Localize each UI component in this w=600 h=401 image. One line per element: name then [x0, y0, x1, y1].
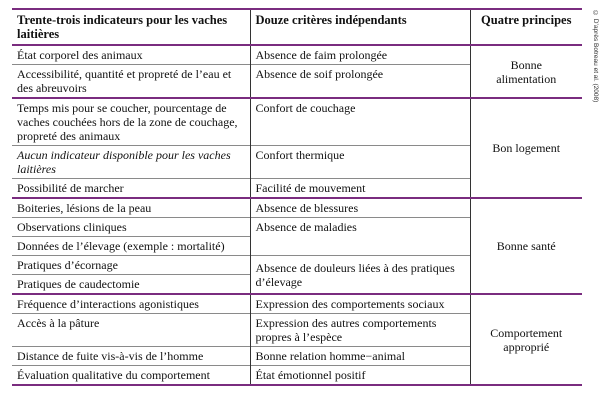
indicator-cell: Données de l’élevage (exemple : mortalité): [12, 237, 250, 256]
indicator-cell: Évaluation qualitative du comportement: [12, 366, 250, 386]
principle-label: Bonne alimentation: [496, 57, 557, 86]
criterion-cell: Confort thermique: [250, 146, 470, 179]
indicator-cell: Accès à la pâture: [12, 314, 250, 347]
criterion-cell: Bonne relation homme−animal: [250, 347, 470, 366]
criterion-cell: Absence de faim prolongée: [250, 45, 470, 65]
criterion-cell: Absence de soif prolongée: [250, 65, 470, 99]
indicator-cell: Possibilité de marcher: [12, 179, 250, 199]
criterion-cell: État émotionnel positif: [250, 366, 470, 386]
principle-label: Comportement approprié: [490, 325, 563, 354]
image-credit: © D’après Botreau et al. (2008): [592, 10, 599, 103]
principle-cell: [470, 45, 582, 98]
indicator-cell: Pratiques d’écornage: [12, 256, 250, 275]
header-indicators: Trente-trois indicateurs pour les vaches laitières: [12, 9, 250, 45]
principle-cell: [470, 294, 582, 385]
criterion-cell: Facilité de mouvement: [250, 179, 470, 199]
table-header-row: [12, 9, 582, 45]
table-row: [12, 294, 582, 314]
indicator-cell: Pratiques de caudectomie: [12, 275, 250, 295]
indicator-cell: Aucun indicateur disponible pour les vaches laitières: [12, 146, 250, 179]
criterion-cell: Expression des comportements sociaux: [250, 294, 470, 314]
welfare-indicators-table: [12, 8, 582, 386]
indicator-cell: Boiteries, lésions de la peau: [12, 198, 250, 218]
indicator-cell: Accessibilité, quantité et propreté de l’eau et des abreuvoirs: [12, 65, 250, 99]
criterion-cell: Confort de couchage: [250, 98, 470, 146]
header-principles: Quatre principes: [481, 13, 572, 27]
principle-cell: [470, 98, 582, 198]
principle-cell: [470, 198, 582, 294]
indicator-cell: État corporel des animaux: [12, 45, 250, 65]
table-row: [12, 45, 582, 65]
indicator-cell: Observations cliniques: [12, 218, 250, 237]
indicator-cell: Temps mis pour se coucher, pourcentage de vaches couchées hors de la zone de couchage, propreté des animaux: [12, 98, 250, 146]
criterion-cell: Absence de douleurs liées à des pratiques d’élevage: [250, 256, 470, 295]
header-criteria: Douze critères indépendants: [250, 9, 470, 45]
table-row: [12, 98, 582, 146]
principle-label: Bonne santé: [496, 239, 556, 253]
criterion-cell: Absence de maladies: [250, 218, 470, 256]
principle-label: Bon logement: [492, 141, 561, 155]
criterion-cell: Absence de blessures: [250, 198, 470, 218]
indicator-cell: Fréquence d’interactions agonistiques: [12, 294, 250, 314]
indicator-cell: Distance de fuite vis-à-vis de l’homme: [12, 347, 250, 366]
table-row: [12, 198, 582, 218]
criterion-cell: Expression des autres comportements propres à l’espèce: [250, 314, 470, 347]
